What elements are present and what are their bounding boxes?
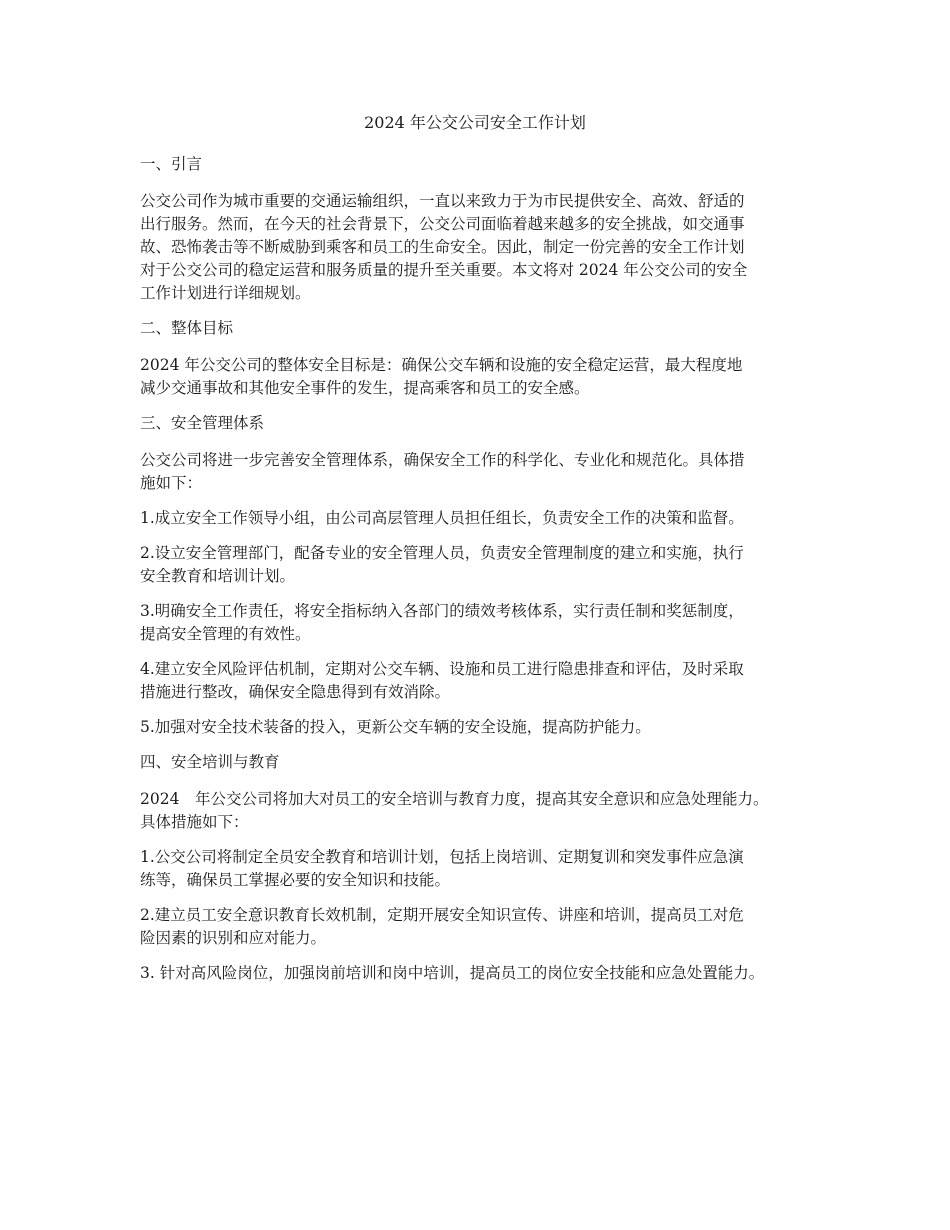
paragraph: 公交公司作为城市重要的交通运输组织，一直以来致力于为市民提供安全、高效、舒适的 出行服务。然而，在今天的社会背景下，公交公司面临着越来越多的安全挑战，如交通事 故、恐怖袭击等不断威胁到乘客和员工的生命安全。因此，制定一份完善的安全工作计划 对于公交公司的稳定运营和服务质量的提升至关重要。本文将对 2024 年公交公司的安全 工作计划进行详细规划。	[140, 192, 748, 302]
section-heading-introduction: 一、引言	[140, 155, 203, 173]
list-item: 2.设立安全管理部门，配备专业的安全管理人员，负责安全管理制度的建立和实施，执行 安全教育和培训计划。	[140, 544, 744, 585]
section-heading-safety-management: 三、安全管理体系	[140, 414, 265, 432]
paragraph: 2024 年公交公司的整体安全目标是：确保公交车辆和设施的安全稳定运营，最大程度地 减少交通事故和其他安全事件的发生，提高乘客和员工的安全感。	[140, 356, 743, 397]
list-item: 1.公交公司将制定全员安全教育和培训计划，包括上岗培训、定期复训和突发事件应急演 练等，确保员工掌握必要的安全知识和技能。	[140, 848, 744, 889]
list-item: 1.成立安全工作领导小组，由公司高层管理人员担任组长，负责安全工作的决策和监督。	[140, 509, 744, 527]
section-heading-overall-goal: 二、整体目标	[140, 319, 234, 337]
document-body	[140, 153, 820, 997]
paragraph: 2024 年公交公司将加大对员工的安全培训与教育力度，提高其安全意识和应急处理能力。 具体措施如下：	[140, 790, 769, 831]
list-item: 3. 针对高风险岗位，加强岗前培训和岗中培训，提高员工的岗位安全技能和应急处置能力。	[140, 964, 765, 982]
document-title: 2024 年公交公司安全工作计划	[364, 113, 586, 132]
list-item: 4.建立安全风险评估机制，定期对公交车辆、设施和员工进行隐患排查和评估，及时采取 措施进行整改，确保安全隐患得到有效消除。	[140, 660, 744, 701]
section-heading-safety-training: 四、安全培训与教育	[140, 753, 280, 771]
paragraph: 公交公司将进一步完善安全管理体系，确保安全工作的科学化、专业化和规范化。具体措 施如下：	[140, 451, 745, 492]
list-item: 3.明确安全工作责任，将安全指标纳入各部门的绩效考核体系，实行责任制和奖惩制度， 提高安全管理的有效性。	[140, 602, 744, 643]
list-item: 5.加强对安全技术装备的投入，更新公交车辆的安全设施，提高防护能力。	[140, 718, 651, 736]
list-item: 2.建立员工安全意识教育长效机制，定期开展安全知识宣传、讲座和培训，提高员工对危 险因素的识别和应对能力。	[140, 906, 744, 947]
